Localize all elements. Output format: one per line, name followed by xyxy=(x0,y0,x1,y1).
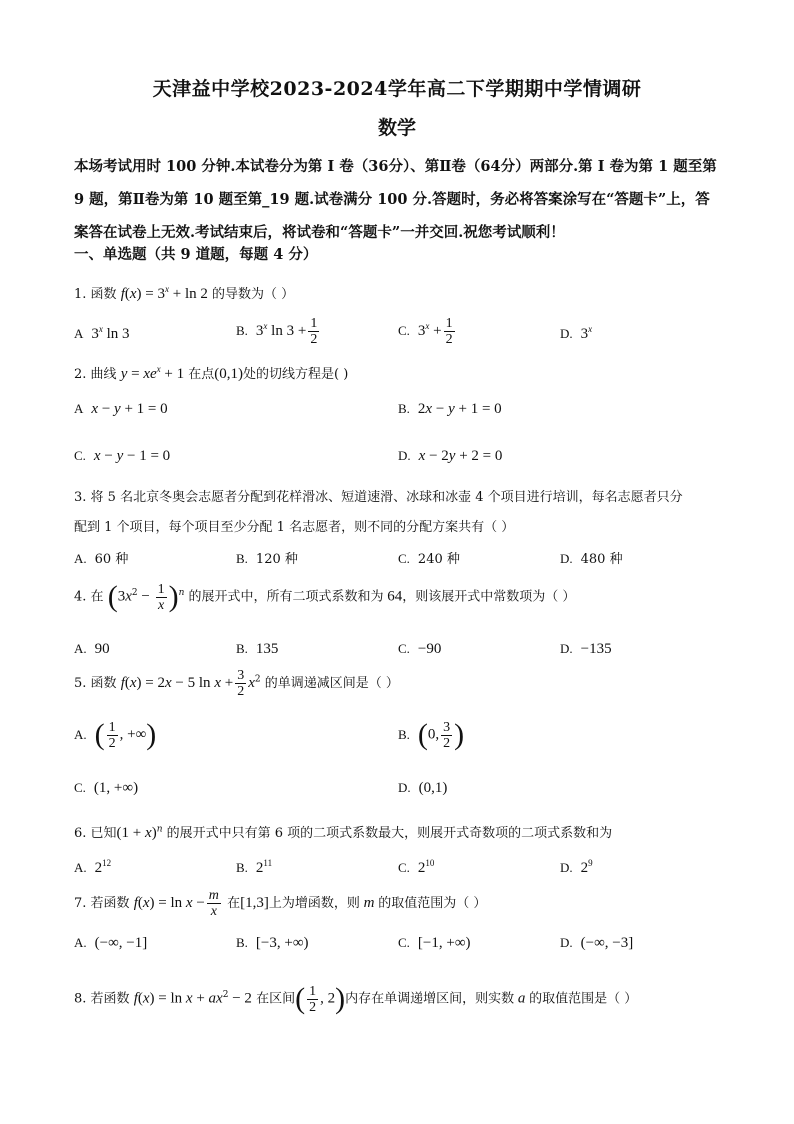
q1-option-d: D. 3$^x$ xyxy=(560,324,593,342)
q1-option-c: C. $3^x$ + $\frac{1}{2}$ xyxy=(398,316,453,347)
question-3-line-1: 3. 将 5 名北京冬奥会志愿者分配到花样滑冰、短道速滑、冰球和冰壶 4 个项目进行培训，每名志愿者只分 xyxy=(74,490,683,505)
q7-option-d: D. (−∞, −3] xyxy=(560,935,634,951)
q7-option-b: B. [−3, +∞) xyxy=(236,935,309,951)
q4-option-a: A. 90 xyxy=(74,641,110,657)
q6-option-b: B. $2^{11}$ xyxy=(236,858,273,876)
question-4: 4. 在 ($3x^2$ − $\frac{1}{x}$ )$^n$ 的展开式中，所有二项式系数和为 64，则该展开式中常数项为（ ） xyxy=(74,580,576,613)
q4-option-c: C. −90 xyxy=(398,641,442,657)
q1-option-b: B. 3$^x$ ln 3 + $\frac{1}{2}$ xyxy=(236,316,318,347)
q3-option-d: D. 480 种 xyxy=(560,551,623,567)
q6-option-c: C. $2^{10}$ xyxy=(398,858,435,876)
question-5: 5. 函数 f(x) = 2x − 5 ln x + $\frac{3}{2}$ $x^2$ 的单调递减区间是（ ） xyxy=(74,668,399,699)
q2-option-d: D. x − 2y + 2 = 0 xyxy=(398,448,503,464)
q5-option-c: C. (1, +∞) xyxy=(74,780,139,796)
q4-option-d: D. −135 xyxy=(560,641,612,657)
subject-title: 数学 xyxy=(377,117,416,139)
question-8: 8. 若函数 $f(x) = \ln x + ax^2 - 2$ 在区间( $\frac{1}{2}$ , 2)内存在单调递增区间，则实数 a 的取值范围是（ ） xyxy=(74,982,638,1015)
question-1-label: 1. 函数 xyxy=(74,287,117,302)
q7-option-a: A. (−∞, −1] xyxy=(74,935,148,951)
question-2: 2. 曲线 $y = xe^x + 1$ 在点(0,1)处的切线方程是( ) xyxy=(74,364,349,382)
q5-option-a: A. ( $\frac{1}{2}$ , +∞) xyxy=(74,718,157,751)
q1-option-a: A 3$^x$ ln 3 xyxy=(74,324,130,342)
section-heading: 一、单选题（共 9 道题，每题 4 分） xyxy=(74,246,318,263)
q2-option-a: A x − y + 1 = 0 xyxy=(74,401,168,417)
question-6: 6. 已知$(1 + x)^n$ 的展开式中只有第 6 项的二项式系数最大，则展开式奇数项的二项式系数和为 xyxy=(74,824,613,841)
q3-option-a: A. 60 种 xyxy=(74,551,129,567)
q5-option-b: B. (0, $\frac{3}{2}$ ) xyxy=(398,718,465,751)
page-title: 天津益中学校2023-2024学年高二下学期期中学情调研 xyxy=(152,78,642,100)
exam-instructions: 本场考试用时 100 分钟.本试卷分为第 I 卷（36分）、第Ⅱ卷（64分）两部分.第 I 卷为第 1 题至第 9 题，第Ⅱ卷为第 10 题至第_19 题.试卷满分 100 分.答题时，务必将答案涂写在“答题卡”上，答案答在试卷上无效.考试结束后，将试卷和“答题卡”一并交回.祝您考试顺利！ xyxy=(74,158,717,241)
question-1-formula: f xyxy=(120,286,125,302)
q4-option-b: B. 135 xyxy=(236,641,279,657)
question-7: 7. 若函数 f(x) = ln x − $\frac{m}{x}$ 在[1,3]上为增函数，则 m 的取值范围为（ ） xyxy=(74,888,487,919)
q3-option-b: B. 120 种 xyxy=(236,551,298,567)
q2-option-b: B. 2x − y + 1 = 0 xyxy=(398,401,502,417)
q6-option-a: A. $2^{12}$ xyxy=(74,858,112,876)
q7-option-c: C. [−1, +∞) xyxy=(398,935,471,951)
q6-option-d: D. $2^9$ xyxy=(560,858,593,876)
q2-option-c: C. x − y − 1 = 0 xyxy=(74,448,171,464)
question-1: 1. 函数 $f(x) = 3^x + \ln 2$ 的导数为（ ） xyxy=(74,284,295,302)
question-1-tail: 的导数为（ ） xyxy=(212,287,295,302)
q3-option-c: C. 240 种 xyxy=(398,551,460,567)
question-3-line-2: 配到 1 个项目，每个项目至少分配 1 名志愿者，则不同的分配方案共有（ ） xyxy=(74,520,515,535)
q5-option-d: D. (0,1) xyxy=(398,780,448,796)
